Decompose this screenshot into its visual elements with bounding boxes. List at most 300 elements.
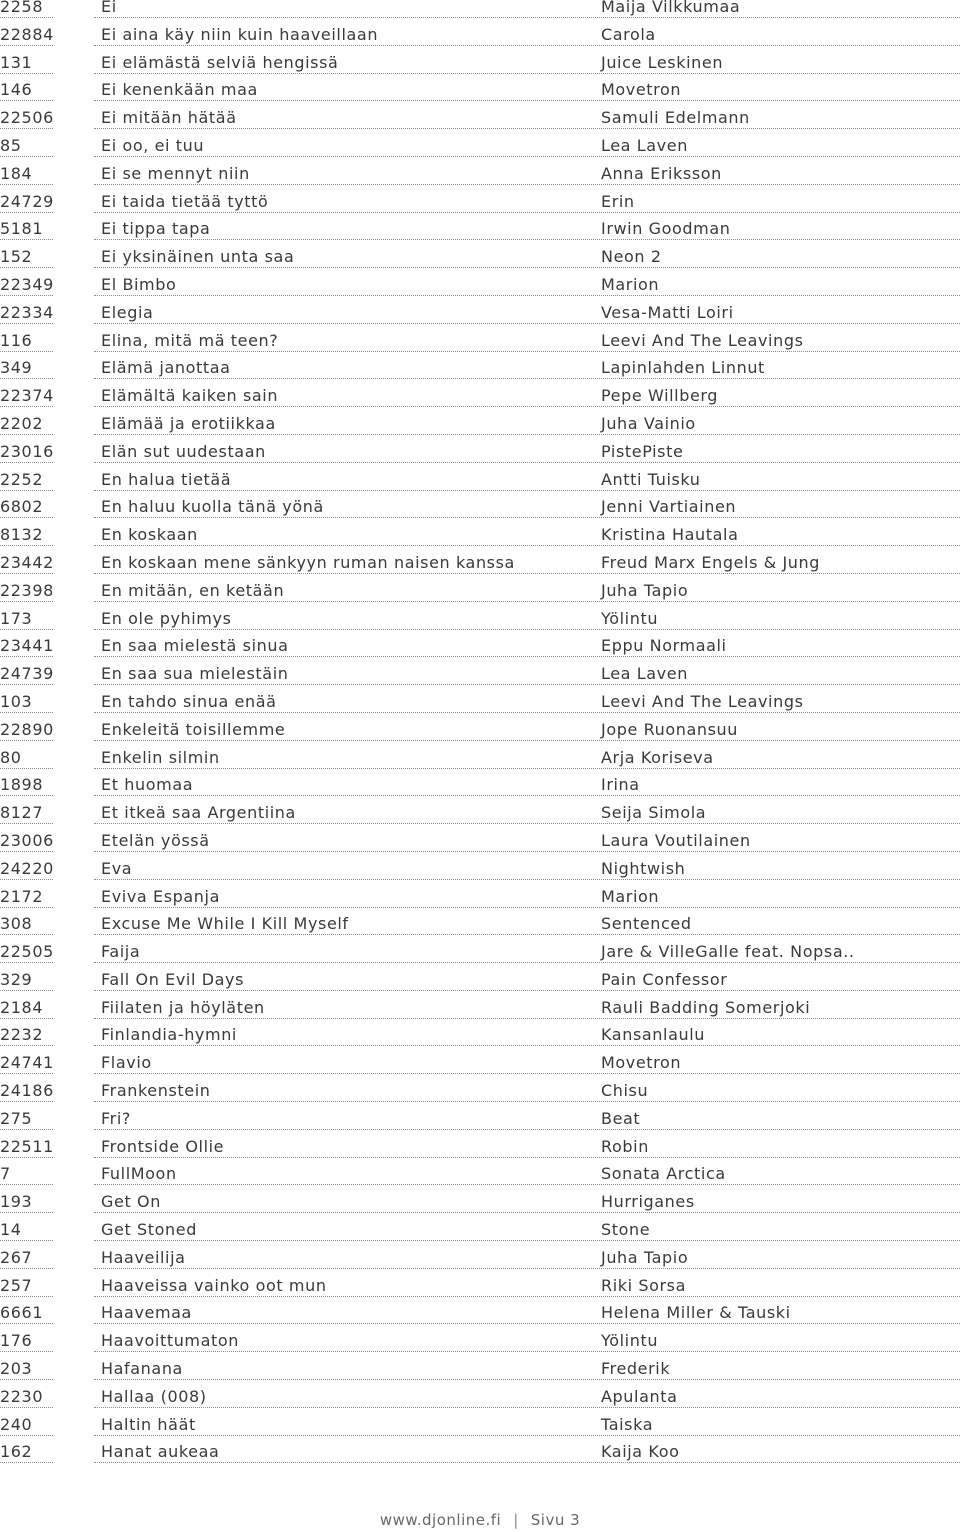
row-divider bbox=[94, 684, 960, 685]
row-divider bbox=[94, 406, 960, 407]
song-row bbox=[0, 103, 960, 131]
row-divider bbox=[0, 184, 53, 185]
song-number: 22511 bbox=[0, 1136, 54, 1156]
song-number: 8132 bbox=[0, 525, 44, 545]
row-divider bbox=[0, 712, 53, 713]
row-divider bbox=[0, 323, 53, 324]
row-divider bbox=[94, 1407, 960, 1408]
row-divider bbox=[94, 323, 960, 324]
row-divider bbox=[94, 517, 960, 518]
row-divider bbox=[0, 823, 53, 824]
song-row bbox=[0, 1048, 960, 1076]
song-artist: Pepe Willberg bbox=[601, 386, 719, 406]
row-divider bbox=[0, 1351, 53, 1352]
row-divider bbox=[0, 1101, 53, 1102]
song-row bbox=[0, 937, 960, 965]
row-divider bbox=[0, 545, 53, 546]
song-number: 329 bbox=[0, 969, 33, 989]
footer-separator: | bbox=[513, 1511, 519, 1529]
row-divider bbox=[94, 212, 960, 213]
song-artist: Kansanlaulu bbox=[601, 1025, 706, 1045]
song-artist: Lapinlahden Linnut bbox=[601, 358, 765, 378]
row-divider bbox=[94, 601, 960, 602]
song-artist: Apulanta bbox=[601, 1386, 678, 1406]
row-divider bbox=[94, 351, 960, 352]
song-title: El Bimbo bbox=[101, 274, 177, 294]
song-row bbox=[0, 326, 960, 354]
song-title: En mitään, en ketään bbox=[101, 580, 285, 600]
song-artist: Taiska bbox=[601, 1414, 654, 1434]
row-divider bbox=[0, 740, 53, 741]
song-title: Ei oo, ei tuu bbox=[101, 135, 205, 155]
row-divider bbox=[94, 1268, 960, 1269]
song-row bbox=[0, 1326, 960, 1354]
row-divider bbox=[94, 100, 960, 101]
song-title: Haaveissa vainko oot mun bbox=[101, 1275, 327, 1295]
song-artist: Juice Leskinen bbox=[601, 52, 724, 72]
row-divider bbox=[0, 462, 53, 463]
row-divider bbox=[0, 1129, 53, 1130]
song-number: 349 bbox=[0, 358, 33, 378]
song-title: Hallaa (008) bbox=[101, 1386, 207, 1406]
song-artist: Laura Voutilainen bbox=[601, 830, 751, 850]
song-row bbox=[0, 631, 960, 659]
song-artist: Irina bbox=[601, 775, 640, 795]
song-number: 6802 bbox=[0, 497, 44, 517]
song-number: 85 bbox=[0, 135, 22, 155]
row-divider bbox=[94, 656, 960, 657]
song-title: Finlandia-hymni bbox=[101, 1025, 237, 1045]
row-divider bbox=[0, 1323, 53, 1324]
song-title: Haavoittumaton bbox=[101, 1331, 240, 1351]
row-divider bbox=[94, 795, 960, 796]
row-divider bbox=[0, 601, 53, 602]
song-row bbox=[0, 214, 960, 242]
song-number: 7 bbox=[0, 1164, 11, 1184]
row-divider bbox=[0, 1045, 53, 1046]
row-divider bbox=[94, 1101, 960, 1102]
song-row bbox=[0, 1271, 960, 1299]
song-artist: Marion bbox=[601, 886, 660, 906]
song-number: 103 bbox=[0, 691, 33, 711]
song-title: Frontside Ollie bbox=[101, 1136, 225, 1156]
song-row bbox=[0, 1159, 960, 1187]
song-artist: Lea Laven bbox=[601, 135, 688, 155]
song-row bbox=[0, 576, 960, 604]
row-divider bbox=[94, 490, 960, 491]
song-title: Haaveilija bbox=[101, 1247, 186, 1267]
song-row bbox=[0, 1104, 960, 1132]
song-title: Ei se mennyt niin bbox=[101, 163, 250, 183]
song-number: 14 bbox=[0, 1220, 22, 1240]
song-row bbox=[0, 965, 960, 993]
song-number: 24220 bbox=[0, 858, 54, 878]
row-divider bbox=[94, 1379, 960, 1380]
song-artist: Juha Tapio bbox=[601, 1247, 689, 1267]
song-title: Enkelin silmin bbox=[101, 747, 220, 767]
song-title: Ei aina käy niin kuin haaveillaan bbox=[101, 24, 379, 44]
row-divider bbox=[94, 128, 960, 129]
row-divider bbox=[94, 1212, 960, 1213]
song-artist: Marion bbox=[601, 274, 660, 294]
row-divider bbox=[94, 1351, 960, 1352]
row-divider bbox=[0, 768, 53, 769]
song-number: 146 bbox=[0, 80, 33, 100]
song-artist: Robin bbox=[601, 1136, 649, 1156]
row-divider bbox=[0, 128, 53, 129]
song-artist: Jenni Vartiainen bbox=[601, 497, 737, 517]
song-number: 116 bbox=[0, 330, 33, 350]
song-number: 80 bbox=[0, 747, 22, 767]
song-number: 22505 bbox=[0, 942, 54, 962]
song-number: 2202 bbox=[0, 413, 44, 433]
row-divider bbox=[0, 573, 53, 574]
song-title: Fri? bbox=[101, 1108, 131, 1128]
song-title: Hafanana bbox=[101, 1359, 183, 1379]
row-divider bbox=[0, 100, 53, 101]
song-row bbox=[0, 520, 960, 548]
row-divider bbox=[0, 239, 53, 240]
song-number: 131 bbox=[0, 52, 33, 72]
song-number: 24741 bbox=[0, 1053, 54, 1073]
song-row bbox=[0, 0, 960, 20]
row-divider bbox=[0, 378, 53, 379]
row-divider bbox=[0, 434, 53, 435]
song-number: 2252 bbox=[0, 469, 44, 489]
song-artist: Kaija Koo bbox=[601, 1442, 680, 1462]
song-number: 5181 bbox=[0, 219, 44, 239]
song-number: 193 bbox=[0, 1192, 33, 1212]
song-row bbox=[0, 993, 960, 1021]
row-divider bbox=[94, 1129, 960, 1130]
row-divider bbox=[0, 1073, 53, 1074]
song-artist: Chisu bbox=[601, 1081, 649, 1101]
row-divider bbox=[94, 1296, 960, 1297]
row-divider bbox=[0, 490, 53, 491]
song-artist: Antti Tuisku bbox=[601, 469, 701, 489]
song-row bbox=[0, 770, 960, 798]
song-row bbox=[0, 1187, 960, 1215]
row-divider bbox=[0, 879, 53, 880]
row-divider bbox=[0, 851, 53, 852]
song-number: 240 bbox=[0, 1414, 33, 1434]
song-artist: Leevi And The Leavings bbox=[601, 691, 804, 711]
song-artist: Jare & VilleGalle feat. Nopsa.. bbox=[601, 942, 855, 962]
song-artist: Neon 2 bbox=[601, 247, 662, 267]
song-title: En koskaan mene sänkyyn ruman naisen kanssa bbox=[101, 552, 515, 572]
song-number: 22398 bbox=[0, 580, 54, 600]
row-divider bbox=[94, 156, 960, 157]
song-title: En ole pyhimys bbox=[101, 608, 232, 628]
row-divider bbox=[0, 517, 53, 518]
song-number: 184 bbox=[0, 163, 33, 183]
row-divider bbox=[94, 712, 960, 713]
song-number: 24729 bbox=[0, 191, 54, 211]
row-divider bbox=[0, 156, 53, 157]
song-row bbox=[0, 242, 960, 270]
song-row bbox=[0, 882, 960, 910]
song-row bbox=[0, 909, 960, 937]
song-row bbox=[0, 798, 960, 826]
page-footer bbox=[0, 1511, 960, 1529]
song-artist: Freud Marx Engels & Jung bbox=[601, 552, 821, 572]
song-title: Elina, mitä mä teen? bbox=[101, 330, 279, 350]
song-row bbox=[0, 659, 960, 687]
song-title: Fall On Evil Days bbox=[101, 969, 245, 989]
song-artist: Frederik bbox=[601, 1359, 671, 1379]
song-row bbox=[0, 1437, 960, 1465]
song-number: 8127 bbox=[0, 803, 44, 823]
song-title: Ei kenenkään maa bbox=[101, 80, 258, 100]
row-divider bbox=[94, 73, 960, 74]
song-title: En saa mielestä sinua bbox=[101, 636, 289, 656]
song-artist: Hurriganes bbox=[601, 1192, 695, 1212]
row-divider bbox=[94, 573, 960, 574]
song-number: 2258 bbox=[0, 0, 44, 16]
song-title: Flavio bbox=[101, 1053, 152, 1073]
song-row bbox=[0, 1020, 960, 1048]
row-divider bbox=[94, 740, 960, 741]
row-divider bbox=[94, 184, 960, 185]
row-divider bbox=[0, 1268, 53, 1269]
song-artist: Rauli Badding Somerjoki bbox=[601, 997, 811, 1017]
song-row bbox=[0, 1410, 960, 1438]
song-row bbox=[0, 1382, 960, 1410]
song-row bbox=[0, 298, 960, 326]
song-number: 173 bbox=[0, 608, 33, 628]
row-divider bbox=[0, 684, 53, 685]
song-title: Enkeleitä toisillemme bbox=[101, 719, 286, 739]
song-title: Excuse Me While I Kill Myself bbox=[101, 914, 349, 934]
song-number: 24186 bbox=[0, 1081, 54, 1101]
song-number: 22884 bbox=[0, 24, 54, 44]
song-artist: Stone bbox=[601, 1220, 651, 1240]
song-artist: Leevi And The Leavings bbox=[601, 330, 804, 350]
song-artist: Eppu Normaali bbox=[601, 636, 727, 656]
song-title: Elämä janottaa bbox=[101, 358, 231, 378]
song-title: Fiilaten ja höyläten bbox=[101, 997, 265, 1017]
song-title: En saa sua mielestäin bbox=[101, 664, 289, 684]
row-divider bbox=[94, 934, 960, 935]
row-divider bbox=[94, 1073, 960, 1074]
song-title: Eva bbox=[101, 858, 133, 878]
song-artist: Arja Koriseva bbox=[601, 747, 714, 767]
footer-page-number: Sivu 3 bbox=[530, 1511, 581, 1529]
row-divider bbox=[0, 990, 53, 991]
row-divider bbox=[0, 295, 53, 296]
row-divider bbox=[94, 1157, 960, 1158]
song-number: 22374 bbox=[0, 386, 54, 406]
row-divider bbox=[0, 1184, 53, 1185]
row-divider bbox=[94, 962, 960, 963]
song-artist: Sonata Arctica bbox=[601, 1164, 726, 1184]
song-artist: PistePiste bbox=[601, 441, 684, 461]
song-row bbox=[0, 826, 960, 854]
row-divider bbox=[94, 851, 960, 852]
song-number: 162 bbox=[0, 1442, 33, 1462]
row-divider bbox=[0, 656, 53, 657]
song-title: Eviva Espanja bbox=[101, 886, 220, 906]
row-divider bbox=[0, 1379, 53, 1380]
song-artist: Yölintu bbox=[601, 608, 659, 628]
song-row bbox=[0, 465, 960, 493]
song-artist: Nightwish bbox=[601, 858, 686, 878]
song-title: Et huomaa bbox=[101, 775, 194, 795]
row-divider bbox=[94, 823, 960, 824]
song-artist: Pain Confessor bbox=[601, 969, 728, 989]
song-row bbox=[0, 270, 960, 298]
row-divider bbox=[0, 212, 53, 213]
row-divider bbox=[0, 1018, 53, 1019]
song-row bbox=[0, 409, 960, 437]
row-divider bbox=[0, 795, 53, 796]
row-divider bbox=[0, 267, 53, 268]
song-number: 2232 bbox=[0, 1025, 44, 1045]
song-number: 22890 bbox=[0, 719, 54, 739]
song-title: En halua tietää bbox=[101, 469, 232, 489]
row-divider bbox=[94, 1323, 960, 1324]
row-divider bbox=[0, 1462, 53, 1463]
song-artist: Beat bbox=[601, 1108, 641, 1128]
song-number: 203 bbox=[0, 1359, 33, 1379]
row-divider bbox=[94, 990, 960, 991]
song-number: 22506 bbox=[0, 108, 54, 128]
song-artist: Erin bbox=[601, 191, 635, 211]
song-row bbox=[0, 548, 960, 576]
song-row bbox=[0, 1132, 960, 1160]
song-title: Elämää ja erotiikkaa bbox=[101, 413, 276, 433]
song-row bbox=[0, 1354, 960, 1382]
song-row bbox=[0, 492, 960, 520]
song-artist: Lea Laven bbox=[601, 664, 688, 684]
song-title: Haavemaa bbox=[101, 1303, 192, 1323]
row-divider bbox=[94, 907, 960, 908]
song-artist: Movetron bbox=[601, 1053, 682, 1073]
song-number: 22334 bbox=[0, 302, 54, 322]
row-divider bbox=[0, 45, 53, 46]
song-row bbox=[0, 131, 960, 159]
row-divider bbox=[0, 1212, 53, 1213]
song-number: 24739 bbox=[0, 664, 54, 684]
row-divider bbox=[94, 17, 960, 18]
song-row bbox=[0, 604, 960, 632]
song-row bbox=[0, 1298, 960, 1326]
row-divider bbox=[94, 545, 960, 546]
song-artist: Seija Simola bbox=[601, 803, 707, 823]
song-title: Ei tippa tapa bbox=[101, 219, 211, 239]
row-divider bbox=[0, 17, 53, 18]
song-number: 275 bbox=[0, 1108, 33, 1128]
row-divider bbox=[94, 1240, 960, 1241]
song-row bbox=[0, 743, 960, 771]
song-row bbox=[0, 1243, 960, 1271]
song-row bbox=[0, 715, 960, 743]
song-artist: Juha Vainio bbox=[601, 413, 696, 433]
song-artist: Helena Miller & Tauski bbox=[601, 1303, 791, 1323]
song-number: 257 bbox=[0, 1275, 33, 1295]
row-divider bbox=[94, 45, 960, 46]
song-number: 2172 bbox=[0, 886, 44, 906]
song-row bbox=[0, 48, 960, 76]
song-artist: Irwin Goodman bbox=[601, 219, 731, 239]
song-artist: Maija Vilkkumaa bbox=[601, 0, 741, 16]
row-divider bbox=[94, 629, 960, 630]
row-divider bbox=[0, 1296, 53, 1297]
row-divider bbox=[94, 462, 960, 463]
row-divider bbox=[94, 1184, 960, 1185]
song-artist: Yölintu bbox=[601, 1331, 659, 1351]
song-title: En tahdo sinua enää bbox=[101, 691, 277, 711]
row-divider bbox=[0, 1157, 53, 1158]
song-title: Ei bbox=[101, 0, 117, 16]
song-number: 23442 bbox=[0, 552, 54, 572]
song-artist: Riki Sorsa bbox=[601, 1275, 687, 1295]
song-title: Get Stoned bbox=[101, 1220, 197, 1240]
song-number: 23441 bbox=[0, 636, 54, 656]
song-title: Elän sut uudestaan bbox=[101, 441, 266, 461]
song-title: Etelän yössä bbox=[101, 830, 210, 850]
song-title: Faija bbox=[101, 942, 141, 962]
song-row bbox=[0, 687, 960, 715]
song-row bbox=[0, 1076, 960, 1104]
row-divider bbox=[94, 239, 960, 240]
row-divider bbox=[0, 629, 53, 630]
row-divider bbox=[94, 267, 960, 268]
song-title: Ei taida tietää tyttö bbox=[101, 191, 269, 211]
song-row bbox=[0, 187, 960, 215]
song-number: 23016 bbox=[0, 441, 54, 461]
row-divider bbox=[94, 879, 960, 880]
song-title: Elegia bbox=[101, 302, 154, 322]
song-number: 176 bbox=[0, 1331, 33, 1351]
song-title: Ei elämästä selviä hengissä bbox=[101, 52, 339, 72]
song-title: En koskaan bbox=[101, 525, 198, 545]
song-number: 2230 bbox=[0, 1386, 44, 1406]
song-title: Frankenstein bbox=[101, 1081, 211, 1101]
song-title: Et itkeä saa Argentiina bbox=[101, 803, 296, 823]
row-divider bbox=[0, 934, 53, 935]
song-artist: Kristina Hautala bbox=[601, 525, 739, 545]
song-row bbox=[0, 854, 960, 882]
row-divider bbox=[0, 1435, 53, 1436]
row-divider bbox=[0, 1407, 53, 1408]
song-title: Ei mitään hätää bbox=[101, 108, 237, 128]
song-row bbox=[0, 437, 960, 465]
song-artist: Sentenced bbox=[601, 914, 692, 934]
row-divider bbox=[0, 73, 53, 74]
row-divider bbox=[94, 768, 960, 769]
song-row bbox=[0, 353, 960, 381]
song-artist: Samuli Edelmann bbox=[601, 108, 750, 128]
row-divider bbox=[0, 962, 53, 963]
song-number: 308 bbox=[0, 914, 33, 934]
row-divider bbox=[94, 434, 960, 435]
song-title: Elämältä kaiken sain bbox=[101, 386, 279, 406]
row-divider bbox=[94, 378, 960, 379]
song-artist: Anna Eriksson bbox=[601, 163, 722, 183]
song-title: Ei yksinäinen unta saa bbox=[101, 247, 295, 267]
song-artist: Carola bbox=[601, 24, 656, 44]
song-row bbox=[0, 1215, 960, 1243]
song-row bbox=[0, 159, 960, 187]
song-number: 2184 bbox=[0, 997, 44, 1017]
row-divider bbox=[94, 1462, 960, 1463]
row-divider bbox=[94, 1018, 960, 1019]
song-number: 23006 bbox=[0, 830, 54, 850]
song-number: 152 bbox=[0, 247, 33, 267]
song-artist: Jope Ruonansuu bbox=[601, 719, 739, 739]
song-artist: Movetron bbox=[601, 80, 682, 100]
